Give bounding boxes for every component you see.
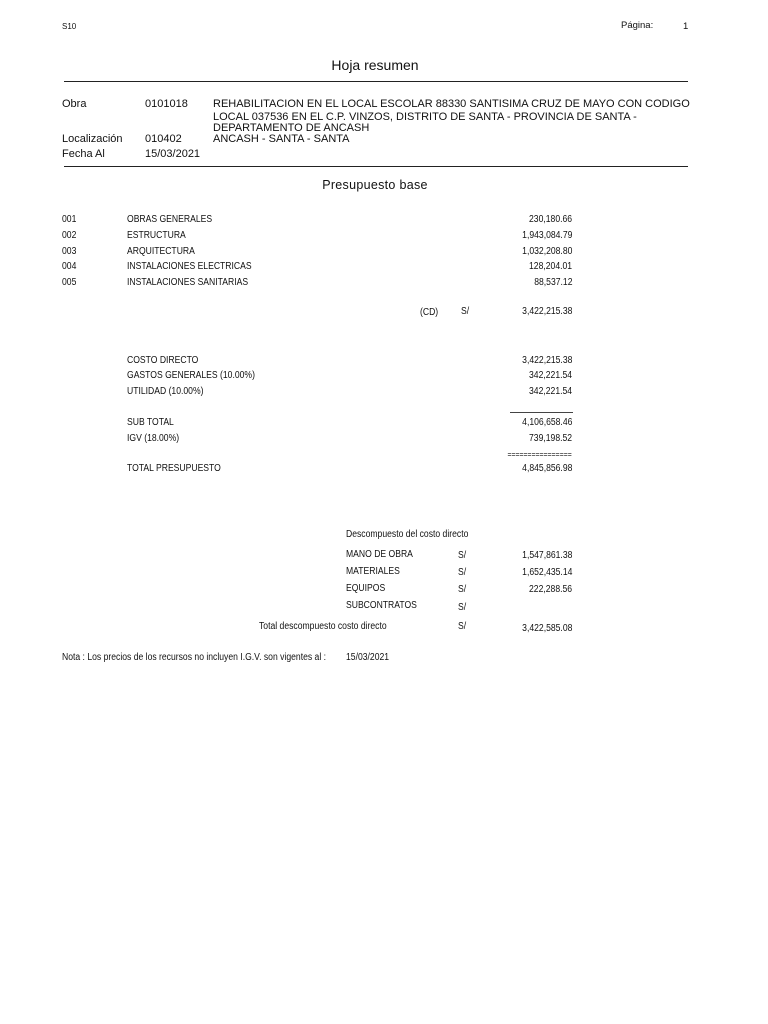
cd-currency: S/ (461, 306, 470, 317)
descompuesto-row-currency: S/ (458, 602, 467, 613)
cd-amount: 3,422,215.38 (521, 306, 572, 317)
fecha-label: Fecha Al (62, 148, 105, 160)
descompuesto-row-label: SUBCONTRATOS (346, 600, 417, 611)
item-code: 004 (62, 261, 77, 272)
system-label: S10 (62, 22, 77, 31)
utilidad-amount: 342,221.54 (528, 386, 572, 397)
item-code: 003 (62, 246, 77, 257)
descompuesto-row-currency: S/ (458, 584, 467, 595)
item-desc: ESTRUCTURA (127, 230, 186, 241)
descompuesto-row-label: EQUIPOS (346, 583, 386, 594)
obra-label: Obra (62, 98, 87, 110)
localizacion-code: 010402 (145, 133, 182, 145)
page-title: Hoja resumen (331, 57, 419, 73)
sub-total-label: SUB TOTAL (127, 417, 174, 428)
item-desc: ARQUITECTURA (127, 246, 195, 257)
equals-rule: ================ (507, 450, 572, 459)
descompuesto-row-amount: 1,652,435.14 (521, 567, 572, 578)
costo-directo-amount: 3,422,215.38 (521, 355, 572, 366)
item-code: 001 (62, 214, 77, 225)
descompuesto-row-amount: 222,288.56 (528, 584, 572, 595)
descompuesto-row-currency: S/ (458, 567, 467, 578)
igv-amount: 739,198.52 (528, 433, 572, 444)
gastos-generales-label: GASTOS GENERALES (10.00%) (127, 370, 255, 381)
item-amount: 128,204.01 (528, 261, 572, 272)
obra-desc-line-3: DEPARTAMENTO DE ANCASH (213, 122, 370, 134)
obra-code: 0101018 (145, 98, 188, 110)
info-divider (64, 166, 688, 167)
section-title: Presupuesto base (322, 178, 428, 192)
descompuesto-title: Descompuesto del costo directo (346, 529, 469, 540)
item-amount: 230,180.66 (528, 214, 572, 225)
page-label: Página: (621, 20, 654, 31)
total-presupuesto-label: TOTAL PRESUPUESTO (127, 463, 221, 474)
costo-directo-label: COSTO DIRECTO (127, 355, 199, 366)
item-code: 005 (62, 277, 77, 288)
item-desc: INSTALACIONES SANITARIAS (127, 277, 249, 288)
localizacion-label: Localización (62, 133, 123, 145)
utilidad-label: UTILIDAD (10.00%) (127, 386, 204, 397)
descompuesto-row-amount: 1,547,861.38 (521, 550, 572, 561)
localizacion-desc: ANCASH - SANTA - SANTA (213, 133, 350, 145)
subtotal-rule (510, 412, 573, 413)
total-presupuesto-amount: 4,845,856.98 (521, 463, 572, 474)
igv-label: IGV (18.00%) (127, 433, 180, 444)
item-code: 002 (62, 230, 77, 241)
descompuesto-total-amount: 3,422,585.08 (521, 623, 572, 634)
page-number: 1 (683, 21, 689, 32)
descompuesto-row-currency: S/ (458, 550, 467, 561)
item-desc: OBRAS GENERALES (127, 214, 213, 225)
header-divider (64, 81, 688, 82)
nota-date: 15/03/2021 (346, 652, 390, 663)
cd-label: (CD) (420, 307, 439, 318)
gastos-generales-amount: 342,221.54 (528, 370, 572, 381)
item-amount: 1,032,208.80 (521, 246, 572, 257)
descompuesto-row-label: MATERIALES (346, 566, 400, 577)
nota-text: Nota : Los precios de los recursos no incluyen I.G.V. son vigentes al : (62, 652, 327, 663)
obra-desc-line-1: REHABILITACION EN EL LOCAL ESCOLAR 88330 SANTISIMA CRUZ DE MAYO CON CODIGO (213, 98, 690, 110)
descompuesto-row-label: MANO DE OBRA (346, 549, 413, 560)
obra-desc-line-2: LOCAL 037536 EN EL C.P. VINZOS, DISTRITO DE SANTA - PROVINCIA DE SANTA - (213, 111, 637, 123)
fecha-value: 15/03/2021 (145, 148, 201, 160)
item-amount: 1,943,084.79 (521, 230, 572, 241)
descompuesto-total-currency: S/ (458, 621, 467, 632)
sub-total-amount: 4,106,658.46 (521, 417, 572, 428)
item-desc: INSTALACIONES ELECTRICAS (127, 261, 252, 272)
descompuesto-total-label: Total descompuesto costo directo (259, 621, 387, 632)
item-amount: 88,537.12 (533, 277, 572, 288)
